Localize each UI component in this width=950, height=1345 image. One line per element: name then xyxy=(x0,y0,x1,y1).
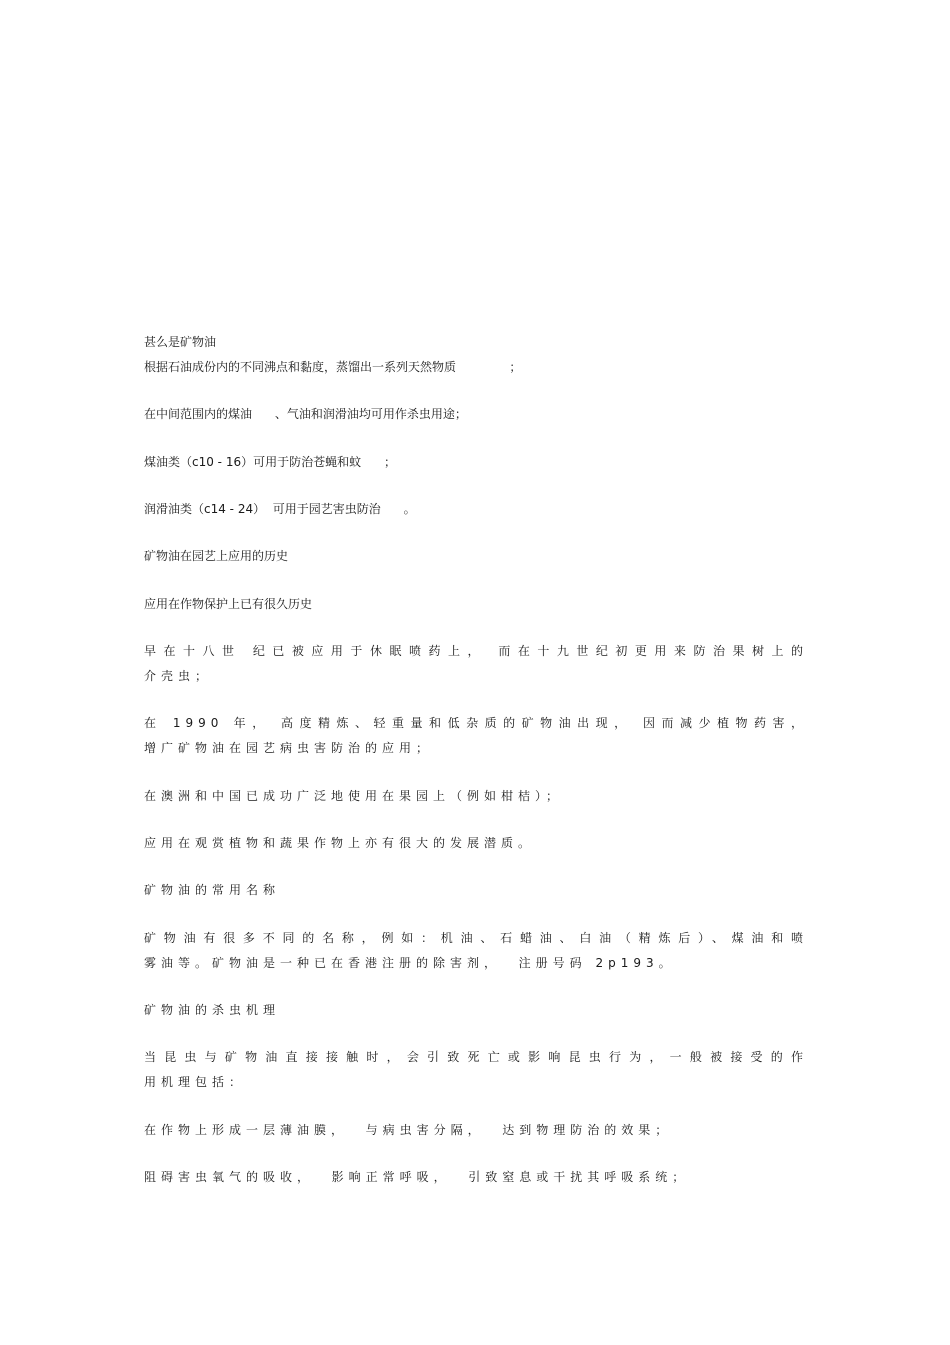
paragraph-line: 在 1990 年， 高度精炼、轻重量和低杂质的矿物油出现， 因而减少植物药害， xyxy=(144,716,808,730)
paragraph-line: 煤油类（c10 - 16）可用于防治苍蝇和蚊 ； xyxy=(144,455,396,469)
paragraph-line: 用机理包括： xyxy=(144,1075,247,1089)
paragraph-line: 矿物油有很多不同的名称，例如：机油、石蜡油、白油（精炼后）、煤油和喷 xyxy=(144,931,808,945)
heading-what-is-mineral-oil: 甚么是矿物油 xyxy=(144,335,217,349)
paragraph-line: 在澳洲和中国已成功广泛地使用在果园上（例如柑桔）； xyxy=(144,789,564,803)
paragraph-line: 介壳虫； xyxy=(144,669,213,683)
paragraph-line: 早在十八世 纪已被应用于休眠喷药上， 而在十九世纪初更用来防治果树上的 xyxy=(144,644,808,658)
paragraph-line: 在作物上形成一层薄油膜， 与病虫害分隔， 达到物理防治的效果； xyxy=(144,1123,673,1137)
paragraph-line: 应用在观赏植物和蔬果作物上亦有很大的发展潜质。 xyxy=(144,836,536,850)
paragraph-line: 雾油等。矿物油是一种已在香港注册的除害剂， 注册号码 2p193。 xyxy=(144,956,676,970)
heading-common-names: 矿物油的常用名称 xyxy=(144,883,281,897)
paragraph-line: 阻碍害虫氧气的吸收， 影响正常呼吸， 引致窒息或干扰其呼吸系统； xyxy=(144,1170,690,1184)
paragraph-line: 润滑油类（c14 - 24） 可用于园艺害虫防治 。 xyxy=(144,502,416,516)
paragraph-line: 根据石油成份内的不同沸点和黏度，蒸馏出一系列天然物质 ； xyxy=(144,360,522,374)
heading-history: 矿物油在园艺上应用的历史 xyxy=(144,549,289,563)
heading-mechanism: 矿物油的杀虫机理 xyxy=(144,1003,281,1017)
paragraph-line: 增广矿物油在园艺病虫害防治的应用； xyxy=(144,741,434,755)
paragraph-line: 在中间范围内的煤油 、气油和润滑油均可用作杀虫用途； xyxy=(144,407,467,421)
paragraph-line: 应用在作物保护上已有很久历史 xyxy=(144,597,313,611)
paragraph-line: 当昆虫与矿物油直接接触时，会引致死亡或影响昆虫行为，一般被接受的作 xyxy=(144,1050,808,1064)
